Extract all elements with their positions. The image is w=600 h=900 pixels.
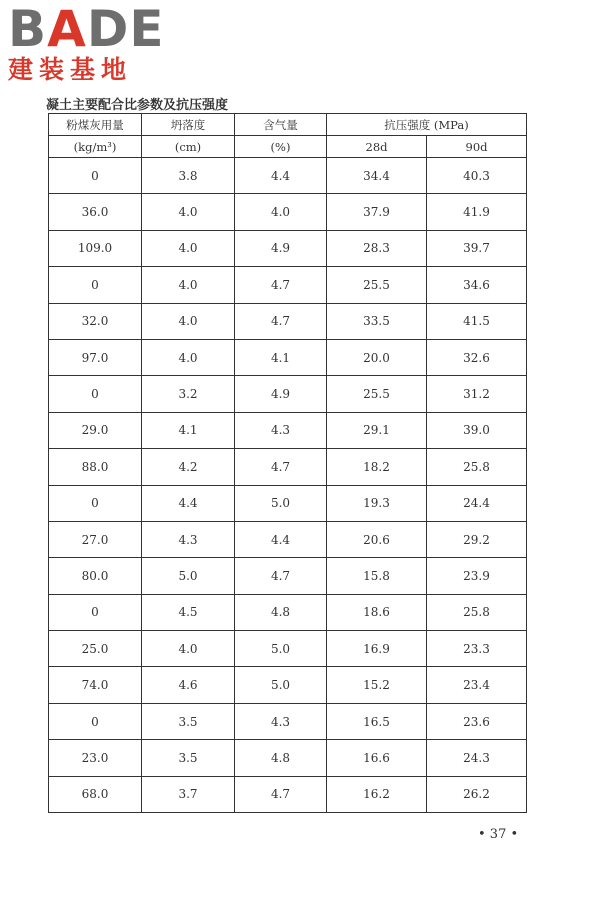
fly-ash-cell: 0 — [49, 158, 142, 194]
strength-28d-cell: 25.5 — [327, 376, 427, 412]
strength-90d-cell: 39.0 — [427, 412, 527, 448]
page-number: • 37 • — [478, 827, 519, 842]
fly-ash-cell: 36.0 — [49, 194, 142, 230]
strength-28d-cell: 20.0 — [327, 339, 427, 375]
bade-logo — [8, 0, 178, 84]
strength-28d-cell: 28.3 — [327, 230, 427, 266]
slump-cell: 4.0 — [142, 230, 235, 266]
header-90d: 90d — [427, 136, 527, 158]
air-content-cell: 4.7 — [235, 776, 327, 812]
fly-ash-cell: 32.0 — [49, 303, 142, 339]
header-slump-unit: (cm) — [142, 136, 235, 158]
strength-28d-cell: 16.5 — [327, 703, 427, 739]
fly-ash-cell: 0 — [49, 267, 142, 303]
fly-ash-cell: 97.0 — [49, 339, 142, 375]
strength-90d-cell: 31.2 — [427, 376, 527, 412]
fly-ash-cell: 0 — [49, 376, 142, 412]
slump-cell: 3.5 — [142, 740, 235, 776]
strength-90d-cell: 24.4 — [427, 485, 527, 521]
strength-28d-cell: 15.2 — [327, 667, 427, 703]
fly-ash-cell: 0 — [49, 485, 142, 521]
table-body — [49, 158, 527, 813]
strength-90d-cell: 23.3 — [427, 631, 527, 667]
table-row — [49, 376, 527, 412]
air-content-cell: 4.8 — [235, 740, 327, 776]
strength-28d-cell: 19.3 — [327, 485, 427, 521]
table-row — [49, 449, 527, 485]
air-content-cell: 4.3 — [235, 703, 327, 739]
fly-ash-cell: 27.0 — [49, 521, 142, 557]
table-row — [49, 631, 527, 667]
air-content-cell: 4.9 — [235, 230, 327, 266]
strength-90d-cell: 34.6 — [427, 267, 527, 303]
fly-ash-cell: 29.0 — [49, 412, 142, 448]
table-row — [49, 194, 527, 230]
table-row — [49, 558, 527, 594]
table-row — [49, 485, 527, 521]
strength-28d-cell: 16.6 — [327, 740, 427, 776]
strength-28d-cell: 18.2 — [327, 449, 427, 485]
fly-ash-cell: 68.0 — [49, 776, 142, 812]
slump-cell: 4.0 — [142, 631, 235, 667]
mix-proportion-table — [48, 113, 527, 813]
logo-letters: DE — [86, 0, 165, 58]
table-row — [49, 776, 527, 812]
air-content-cell: 4.4 — [235, 158, 327, 194]
slump-cell: 4.0 — [142, 339, 235, 375]
header-air-unit: (%) — [235, 136, 327, 158]
fly-ash-cell: 88.0 — [49, 449, 142, 485]
table-row — [49, 267, 527, 303]
strength-90d-cell: 41.9 — [427, 194, 527, 230]
logo-subtitle: 建装基地 — [8, 55, 133, 84]
slump-cell: 4.3 — [142, 521, 235, 557]
table-row — [49, 339, 527, 375]
header-28d: 28d — [327, 136, 427, 158]
air-content-cell: 4.7 — [235, 449, 327, 485]
header-air-content: 含气量 — [235, 114, 327, 136]
fly-ash-cell: 0 — [49, 703, 142, 739]
table-row — [49, 521, 527, 557]
logo-letter-accent: A — [47, 0, 87, 58]
strength-28d-cell: 16.9 — [327, 631, 427, 667]
air-content-cell: 4.0 — [235, 194, 327, 230]
air-content-cell: 5.0 — [235, 631, 327, 667]
slump-cell: 4.6 — [142, 667, 235, 703]
header-row — [49, 114, 527, 136]
air-content-cell: 4.1 — [235, 339, 327, 375]
slump-cell: 4.1 — [142, 412, 235, 448]
slump-cell: 4.5 — [142, 594, 235, 630]
strength-28d-cell: 29.1 — [327, 412, 427, 448]
fly-ash-cell: 80.0 — [49, 558, 142, 594]
air-content-cell: 4.3 — [235, 412, 327, 448]
strength-90d-cell: 24.3 — [427, 740, 527, 776]
slump-cell: 3.5 — [142, 703, 235, 739]
strength-90d-cell: 32.6 — [427, 339, 527, 375]
strength-90d-cell: 39.7 — [427, 230, 527, 266]
slump-cell: 3.8 — [142, 158, 235, 194]
slump-cell: 4.2 — [142, 449, 235, 485]
slump-cell: 4.0 — [142, 303, 235, 339]
header-fly-ash: 粉煤灰用量 — [49, 114, 142, 136]
strength-28d-cell: 25.5 — [327, 267, 427, 303]
header-compressive-strength: 抗压强度 (MPa) — [327, 114, 527, 136]
air-content-cell: 5.0 — [235, 485, 327, 521]
strength-90d-cell: 23.4 — [427, 667, 527, 703]
strength-28d-cell: 18.6 — [327, 594, 427, 630]
slump-cell: 3.2 — [142, 376, 235, 412]
fly-ash-cell: 23.0 — [49, 740, 142, 776]
air-content-cell: 4.9 — [235, 376, 327, 412]
slump-cell: 4.0 — [142, 267, 235, 303]
strength-28d-cell: 33.5 — [327, 303, 427, 339]
air-content-cell: 4.4 — [235, 521, 327, 557]
slump-cell: 5.0 — [142, 558, 235, 594]
fly-ash-cell: 109.0 — [49, 230, 142, 266]
strength-28d-cell: 20.6 — [327, 521, 427, 557]
logo-letter: B — [8, 0, 48, 58]
table-row — [49, 667, 527, 703]
table-row — [49, 158, 527, 194]
strength-90d-cell: 25.8 — [427, 594, 527, 630]
air-content-cell: 5.0 — [235, 667, 327, 703]
logo-wordmark — [8, 0, 178, 58]
strength-28d-cell: 15.8 — [327, 558, 427, 594]
strength-90d-cell: 41.5 — [427, 303, 527, 339]
air-content-cell: 4.7 — [235, 267, 327, 303]
air-content-cell: 4.7 — [235, 303, 327, 339]
strength-90d-cell: 23.6 — [427, 703, 527, 739]
fly-ash-cell: 25.0 — [49, 631, 142, 667]
table-row — [49, 703, 527, 739]
table-row — [49, 740, 527, 776]
air-content-cell: 4.7 — [235, 558, 327, 594]
fly-ash-cell: 0 — [49, 594, 142, 630]
slump-cell: 3.7 — [142, 776, 235, 812]
strength-28d-cell: 16.2 — [327, 776, 427, 812]
table-row — [49, 230, 527, 266]
fly-ash-cell: 74.0 — [49, 667, 142, 703]
table-row — [49, 594, 527, 630]
strength-90d-cell: 25.8 — [427, 449, 527, 485]
table-header — [49, 114, 527, 158]
header-slump: 坍落度 — [142, 114, 235, 136]
strength-90d-cell: 23.9 — [427, 558, 527, 594]
table-row — [49, 412, 527, 448]
air-content-cell: 4.8 — [235, 594, 327, 630]
slump-cell: 4.0 — [142, 194, 235, 230]
strength-90d-cell: 29.2 — [427, 521, 527, 557]
table-row — [49, 303, 527, 339]
slump-cell: 4.4 — [142, 485, 235, 521]
document-title: 凝土主要配合比参数及抗压强度 — [46, 98, 229, 113]
strength-28d-cell: 34.4 — [327, 158, 427, 194]
strength-90d-cell: 26.2 — [427, 776, 527, 812]
header-row-units — [49, 136, 527, 158]
header-fly-ash-unit: (kg/m³) — [49, 136, 142, 158]
strength-90d-cell: 40.3 — [427, 158, 527, 194]
strength-28d-cell: 37.9 — [327, 194, 427, 230]
